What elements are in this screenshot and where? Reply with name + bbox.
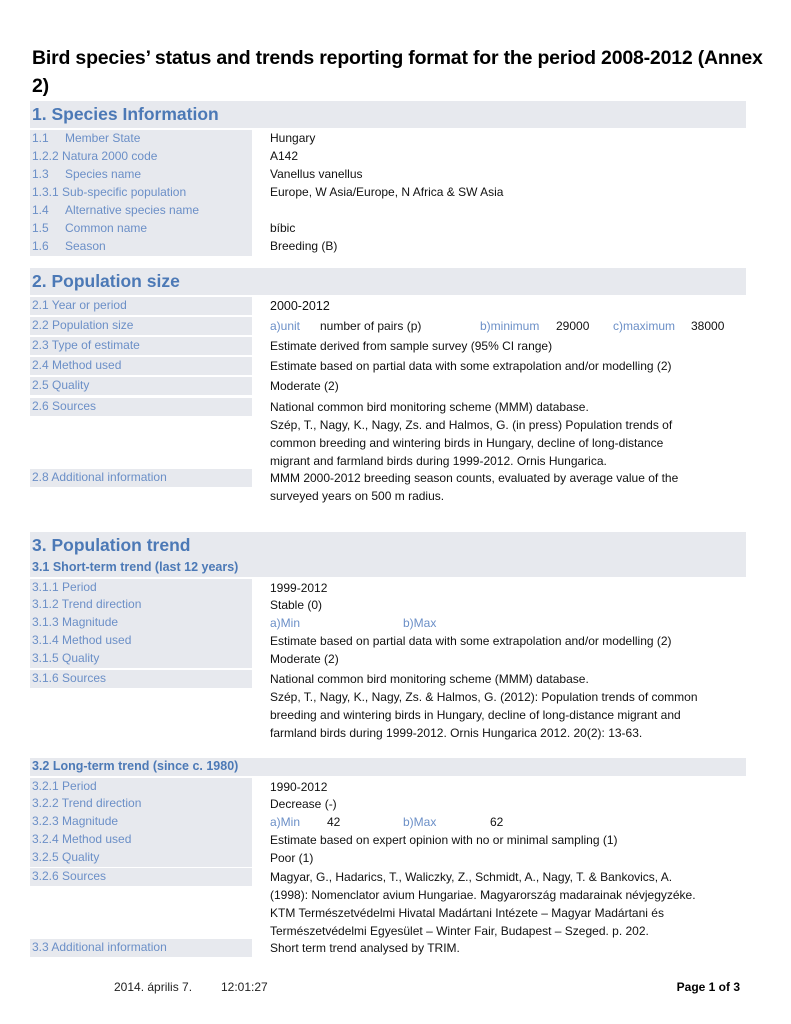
section-species-information: [30, 101, 746, 128]
section-population-trend: [30, 532, 746, 559]
section-heading: 1. Species Information: [32, 104, 219, 124]
subsection-short-term-trend: 3.1 Short-term trend (last 12 years): [30, 559, 746, 577]
section-heading: 2. Population size: [32, 271, 180, 291]
subsection-long-term-trend: 3.2 Long-term trend (since c. 1980): [30, 758, 746, 776]
footer-date: 2014. április 7.: [114, 980, 193, 994]
document-title: Bird species’ status and trends reporting format for the period 2008-2012 (Annex 2): [32, 47, 763, 97]
page-number: Page 1 of 3: [676, 980, 740, 994]
footer-time: 12:01:27: [221, 980, 268, 994]
section-heading: 3. Population trend: [32, 535, 191, 555]
section-population-size: [30, 268, 746, 295]
